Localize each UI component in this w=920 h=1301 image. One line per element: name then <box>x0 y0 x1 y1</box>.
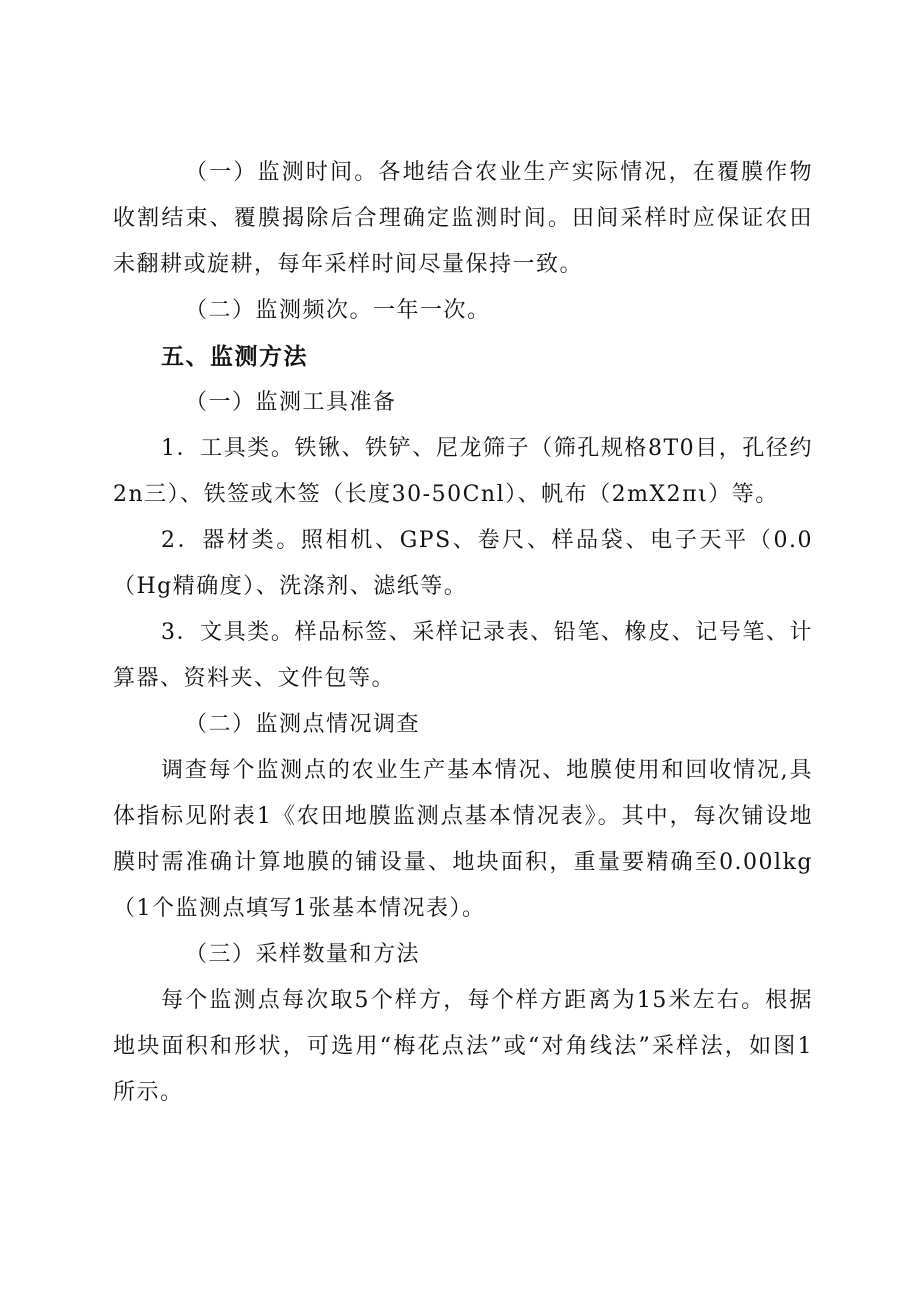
paragraph-tools: 1．工具类。铁锹、铁铲、尼龙筛子（筛孔规格8T0目，孔径约2n三）、铁签或木签（长度30-50Cnl）、帆布（2mX2πι）等。 <box>113 436 813 507</box>
subheading-tool-preparation: （一）监测工具准备 <box>185 390 397 415</box>
subheading-site-survey: （二）监测点情况调查 <box>185 712 421 737</box>
paragraph-monitoring-time: （一）监测时间。各地结合农业生产实际情况，在覆膜作物收割结束、覆膜揭除后合理确定监测时间。田间采样时应保证农田未翻耕或旋耕，每年采样时间尽量保持一致。 <box>113 160 813 277</box>
section-heading-monitoring-methods: 五、监测方法 <box>161 344 308 370</box>
paragraph-stationery: 3．文具类。样品标签、采样记录表、铅笔、橡皮、记号笔、计算器、资料夹、文件包等。 <box>113 620 813 691</box>
document-body <box>113 150 813 1116</box>
paragraph-equipment: 2．器材类。照相机、GPS、卷尺、样品袋、电子天平（0.0（Hg精确度）、洗涤剂、滤纸等。 <box>113 528 813 599</box>
subheading-sampling: （三）采样数量和方法 <box>185 942 421 967</box>
paragraph-monitoring-frequency: （二）监测频次。一年一次。 <box>185 298 491 323</box>
paragraph-sampling: 每个监测点每次取5个样方，每个样方距离为15米左右。根据地块面积和形状，可选用“梅花点法”或“对角线法”采样法，如图1所示。 <box>113 988 813 1105</box>
paragraph-site-survey: 调查每个监测点的农业生产基本情况、地膜使用和回收情况,具体指标见附表1《农田地膜监测点基本情况表》。其中，每次铺设地膜时需准确计算地膜的铺设量、地块面积，重量要精确至0.00lkg（1个监测点填写1张基本情况表）。 <box>113 758 813 921</box>
